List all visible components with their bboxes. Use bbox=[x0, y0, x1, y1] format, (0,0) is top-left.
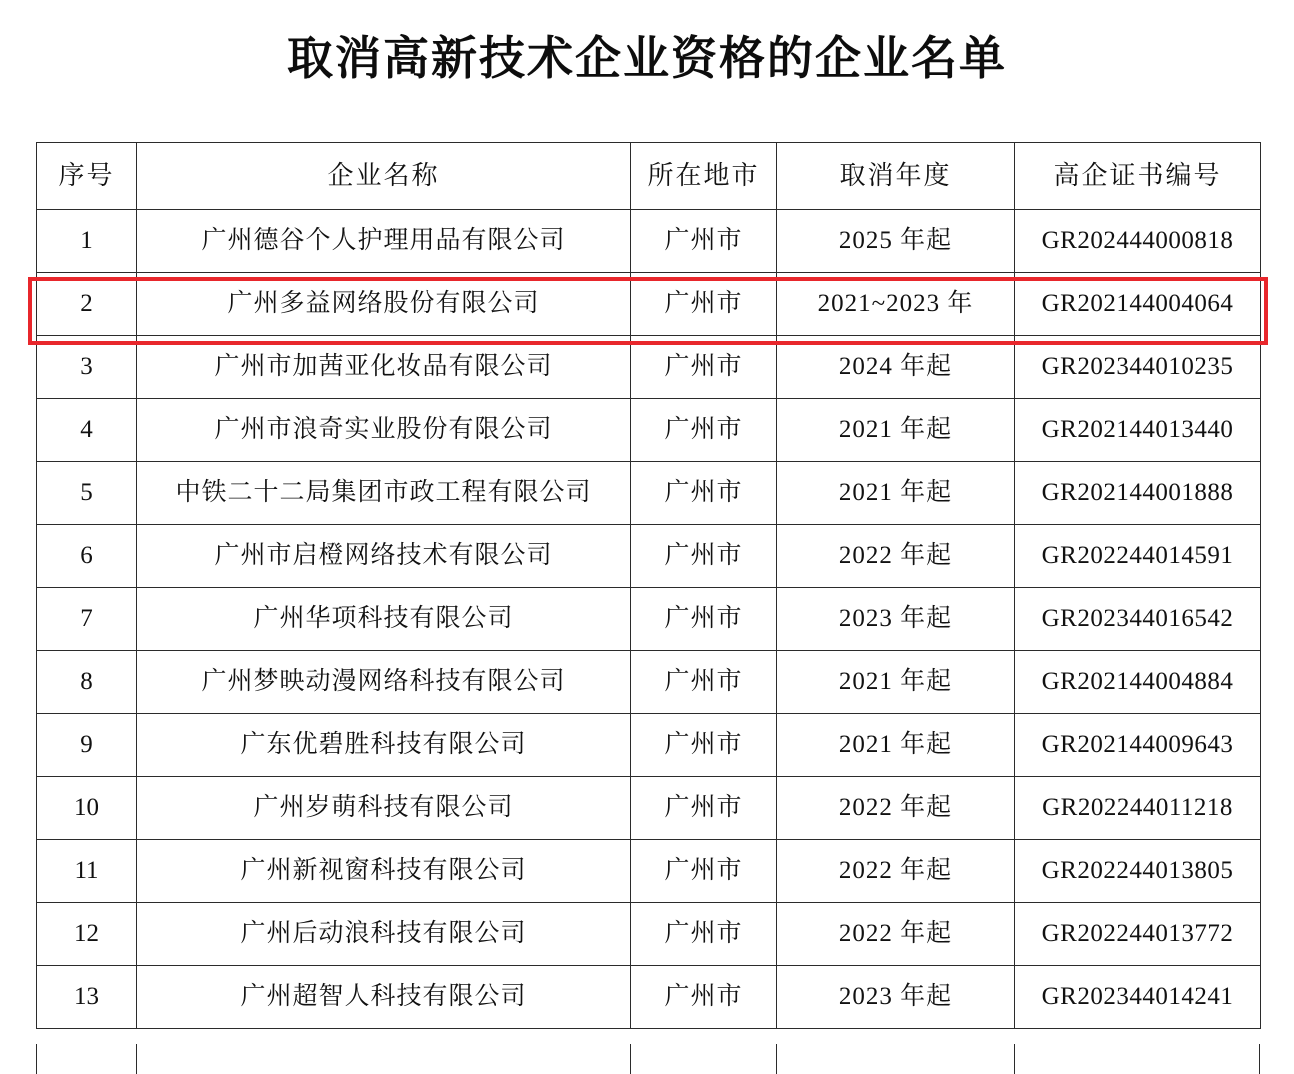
cell-cert: GR202144009643 bbox=[1015, 714, 1261, 777]
cell-year: 2023 年起 bbox=[777, 966, 1015, 1029]
cell-cert: GR202344016542 bbox=[1015, 588, 1261, 651]
cell-year: 2021~2023 年 bbox=[777, 273, 1015, 336]
cell-index: 6 bbox=[37, 525, 137, 588]
column-header-index: 序号 bbox=[37, 143, 137, 210]
cell-index: 4 bbox=[37, 399, 137, 462]
cell-company: 广州市启橙网络技术有限公司 bbox=[137, 525, 631, 588]
table-row bbox=[37, 525, 1261, 588]
cell-year: 2021 年起 bbox=[777, 714, 1015, 777]
cell-index: 9 bbox=[37, 714, 137, 777]
cell-city: 广州市 bbox=[631, 399, 777, 462]
cell-city: 广州市 bbox=[631, 210, 777, 273]
cell-city: 广州市 bbox=[631, 966, 777, 1029]
cell-company: 广州多益网络股份有限公司 bbox=[137, 273, 631, 336]
cell-year: 2021 年起 bbox=[777, 399, 1015, 462]
cell-city: 广州市 bbox=[631, 840, 777, 903]
cell-year: 2025 年起 bbox=[777, 210, 1015, 273]
cell-index: 10 bbox=[37, 777, 137, 840]
cell-city: 广州市 bbox=[631, 777, 777, 840]
table-body bbox=[37, 210, 1261, 1029]
cell-cert: GR202244013805 bbox=[1015, 840, 1261, 903]
page-title: 取消高新技术企业资格的企业名单 bbox=[287, 33, 1007, 84]
cell-cert: GR202344014241 bbox=[1015, 966, 1261, 1029]
cell-index: 8 bbox=[37, 651, 137, 714]
cell-city: 广州市 bbox=[631, 273, 777, 336]
cell-city: 广州市 bbox=[631, 651, 777, 714]
cell-index: 1 bbox=[37, 210, 137, 273]
cell-company: 广州市加茜亚化妆品有限公司 bbox=[137, 336, 631, 399]
cell-company: 广州梦映动漫网络科技有限公司 bbox=[137, 651, 631, 714]
cell-city: 广州市 bbox=[631, 588, 777, 651]
table-row bbox=[37, 651, 1261, 714]
cell-year: 2021 年起 bbox=[777, 462, 1015, 525]
cell-company: 广州华项科技有限公司 bbox=[137, 588, 631, 651]
table-row bbox=[37, 777, 1261, 840]
cell-cert: GR202344010235 bbox=[1015, 336, 1261, 399]
cell-year: 2021 年起 bbox=[777, 651, 1015, 714]
table-row bbox=[37, 462, 1261, 525]
cell-index: 3 bbox=[37, 336, 137, 399]
cell-year: 2022 年起 bbox=[777, 777, 1015, 840]
column-header-cert: 高企证书编号 bbox=[1015, 143, 1261, 210]
cell-city: 广州市 bbox=[631, 462, 777, 525]
cell-city: 广州市 bbox=[631, 714, 777, 777]
column-header-company: 企业名称 bbox=[137, 143, 631, 210]
cell-year: 2022 年起 bbox=[777, 903, 1015, 966]
cell-company: 广州德谷个人护理用品有限公司 bbox=[137, 210, 631, 273]
table-row bbox=[37, 840, 1261, 903]
cell-company: 广州后动浪科技有限公司 bbox=[137, 903, 631, 966]
cell-company: 中铁二十二局集团市政工程有限公司 bbox=[137, 462, 631, 525]
cell-city: 广州市 bbox=[631, 336, 777, 399]
cell-index: 7 bbox=[37, 588, 137, 651]
cell-city: 广州市 bbox=[631, 525, 777, 588]
table-header bbox=[37, 143, 1261, 210]
column-header-city: 所在地市 bbox=[631, 143, 777, 210]
cell-cert: GR202144004064 bbox=[1015, 273, 1261, 336]
cell-cert: GR202144013440 bbox=[1015, 399, 1261, 462]
cell-company: 广州新视窗科技有限公司 bbox=[137, 840, 631, 903]
cell-cert: GR202244011218 bbox=[1015, 777, 1261, 840]
cell-index: 2 bbox=[37, 273, 137, 336]
column-header-year: 取消年度 bbox=[777, 143, 1015, 210]
table-row bbox=[37, 966, 1261, 1029]
table-header-row bbox=[37, 143, 1261, 210]
cell-year: 2022 年起 bbox=[777, 525, 1015, 588]
cell-cert: GR202244013772 bbox=[1015, 903, 1261, 966]
table-row bbox=[37, 714, 1261, 777]
company-list-table-container bbox=[36, 142, 1260, 1029]
cell-city: 广州市 bbox=[631, 903, 777, 966]
table-row-highlighted bbox=[37, 273, 1261, 336]
cell-index: 11 bbox=[37, 840, 137, 903]
cell-cert: GR202444000818 bbox=[1015, 210, 1261, 273]
table-row bbox=[37, 336, 1261, 399]
cell-cert: GR202144001888 bbox=[1015, 462, 1261, 525]
cell-company: 广州岁萌科技有限公司 bbox=[137, 777, 631, 840]
cell-company: 广州市浪奇实业股份有限公司 bbox=[137, 399, 631, 462]
cell-index: 5 bbox=[37, 462, 137, 525]
cell-index: 12 bbox=[37, 903, 137, 966]
table-row bbox=[37, 210, 1261, 273]
table-row bbox=[37, 588, 1261, 651]
document-page bbox=[0, 22, 1294, 1074]
cell-cert: GR202244014591 bbox=[1015, 525, 1261, 588]
cell-cert: GR202144004884 bbox=[1015, 651, 1261, 714]
table-continuation-stub bbox=[36, 1044, 1260, 1074]
table-row bbox=[37, 399, 1261, 462]
company-list-table bbox=[36, 142, 1261, 1029]
cell-company: 广东优碧胜科技有限公司 bbox=[137, 714, 631, 777]
cell-company: 广州超智人科技有限公司 bbox=[137, 966, 631, 1029]
table-row bbox=[37, 903, 1261, 966]
cell-year: 2022 年起 bbox=[777, 840, 1015, 903]
cell-index: 13 bbox=[37, 966, 137, 1029]
cell-year: 2023 年起 bbox=[777, 588, 1015, 651]
cell-year: 2024 年起 bbox=[777, 336, 1015, 399]
